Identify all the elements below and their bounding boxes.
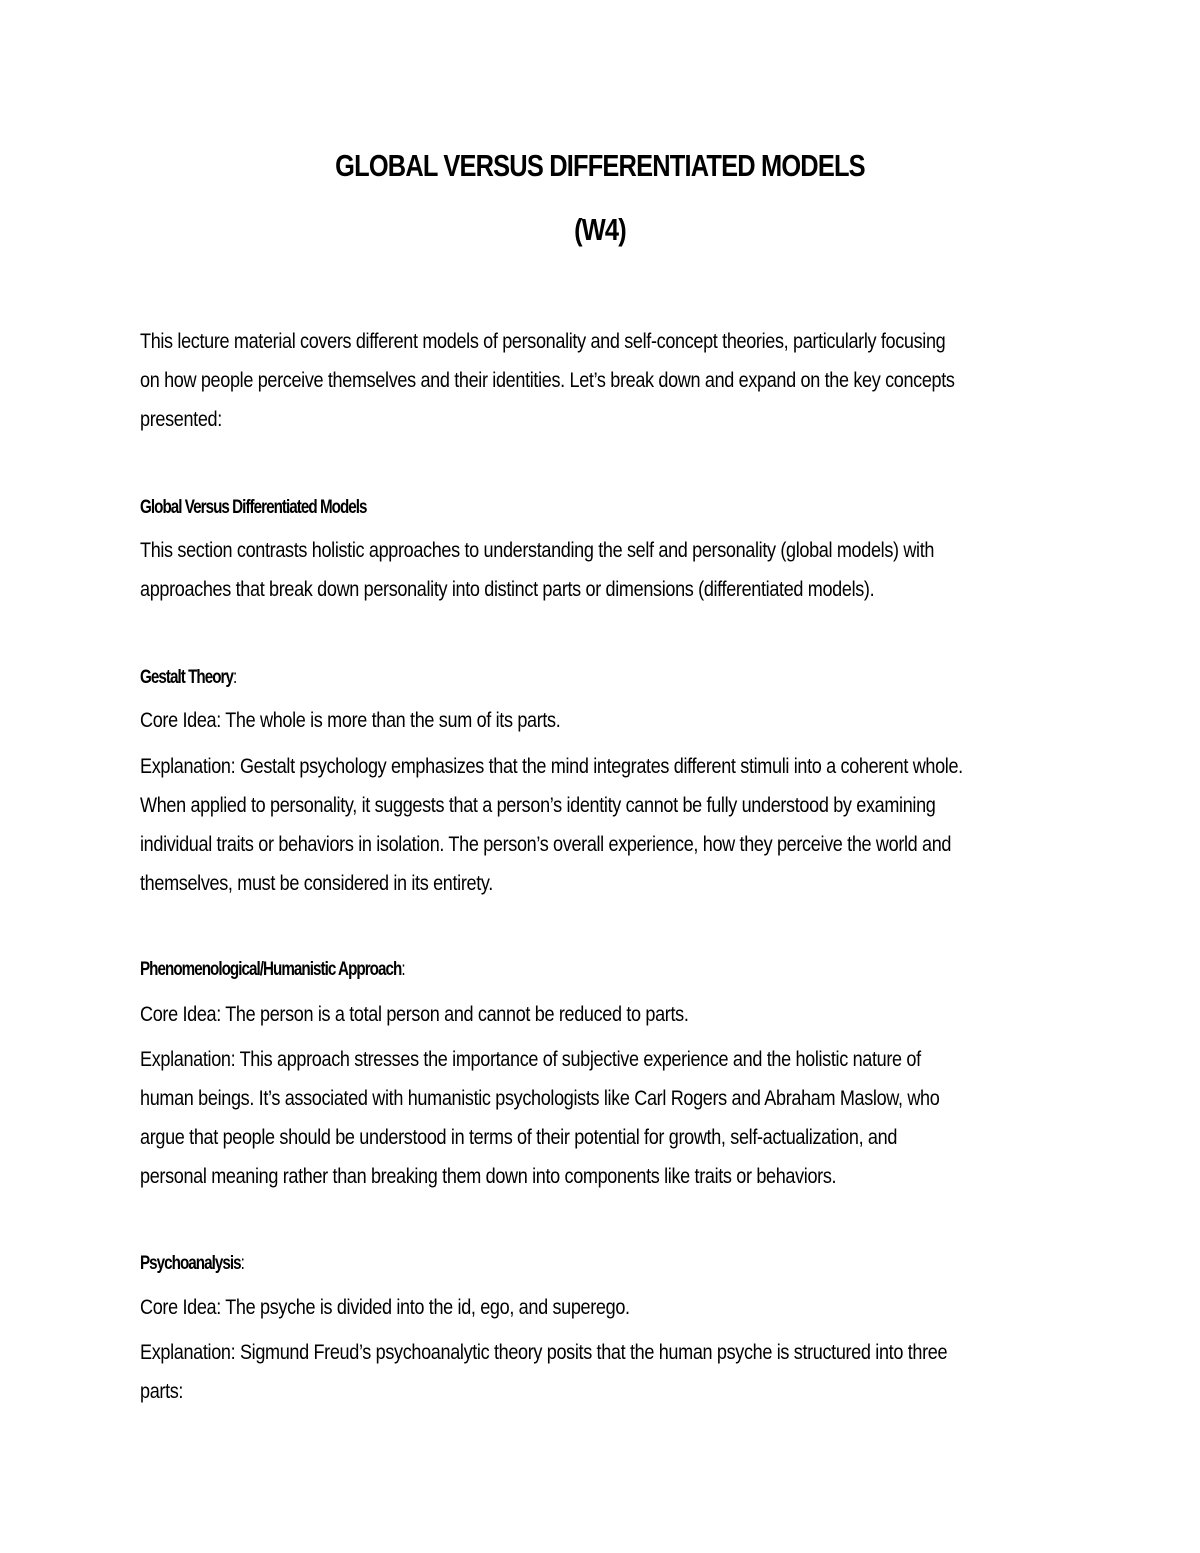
core-idea: Core Idea: The psyche is divided into the id, ego, and superego. (140, 1296, 630, 1319)
section-heading: Psychoanalysis: (140, 1253, 244, 1274)
section-humanistic-body (140, 995, 1065, 1034)
section-psychoanalysis-body (140, 1288, 1065, 1327)
section-humanistic-explanation (140, 1040, 1065, 1196)
section-humanistic (140, 955, 1065, 985)
section-heading: Gestalt Theory: (140, 667, 237, 688)
document-subtitle: (W4) (574, 212, 626, 247)
intro-paragraph (140, 322, 1065, 439)
body-line: This section contrasts holistic approaches to understanding the self and personality (global models) with (140, 539, 935, 562)
body-line: approaches that break down personality into distinct parts or dimensions (differentiated models). (140, 578, 875, 601)
intro-line: presented: (140, 408, 222, 431)
section-heading: Global Versus Differentiated Models (140, 497, 367, 518)
section-global-differentiated (140, 493, 1065, 523)
body-line: Explanation: Sigmund Freud’s psychoanalytic theory posits that the human psyche is structured into three (140, 1341, 948, 1364)
body-line: individual traits or behaviors in isolation. The person’s overall experience, how they perceive the world and (140, 833, 952, 856)
section-gestalt-body (140, 701, 1065, 740)
document-title: GLOBAL VERSUS DIFFERENTIATED MODELS (335, 148, 865, 183)
intro-line: This lecture material covers different models of personality and self-concept theories, particularly focusing (140, 330, 946, 353)
section-gestalt-explanation (140, 747, 1065, 903)
body-line: parts: (140, 1380, 184, 1403)
section-psychoanalysis-explanation (140, 1333, 1065, 1411)
body-line: personal meaning rather than breaking them down into components like traits or behaviors. (140, 1165, 837, 1188)
body-line: When applied to personality, it suggests that a person’s identity cannot be fully understood by examining (140, 794, 936, 817)
body-line: Explanation: Gestalt psychology emphasizes that the mind integrates different stimuli into a coherent whole. (140, 755, 963, 778)
body-line: argue that people should be understood in terms of their potential for growth, self-actualization, and (140, 1126, 898, 1149)
intro-line: on how people perceive themselves and their identities. Let’s break down and expand on the key concepts (140, 369, 955, 392)
body-line: Explanation: This approach stresses the importance of subjective experience and the holistic nature of (140, 1048, 921, 1071)
body-line: themselves, must be considered in its entirety. (140, 872, 493, 895)
core-idea: Core Idea: The person is a total person and cannot be reduced to parts. (140, 1003, 689, 1026)
section-global-body (140, 531, 1065, 609)
section-psychoanalysis (140, 1249, 1065, 1279)
core-idea: Core Idea: The whole is more than the sum of its parts. (140, 709, 561, 732)
section-gestalt (140, 663, 1065, 693)
body-line: human beings. It’s associated with humanistic psychologists like Carl Rogers and Abraham Maslow, who (140, 1087, 940, 1110)
section-heading: Phenomenological/Humanistic Approach: (140, 959, 405, 980)
